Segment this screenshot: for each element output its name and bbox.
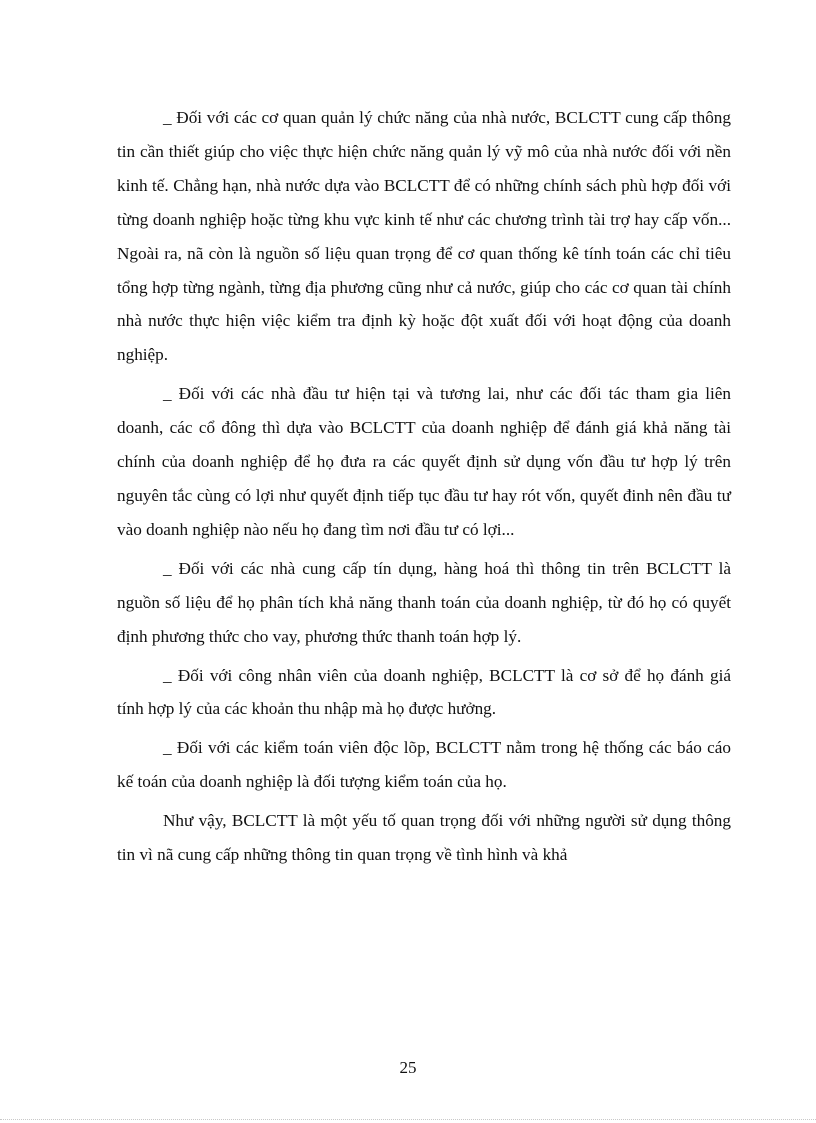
body-text [117, 101, 731, 872]
paragraph-investors: _ Đối với các nhà đầu tư hiện tại và tương lai, như các đối tác tham gia liên doanh, các cổ đông thì dựa vào BCLCTT của doanh nghiệp để đánh giá khả năng tài chính của doanh nghiệp để họ đưa ra các quyết định sử dụng vốn đầu tư hợp lý trên nguyên tắc cùng có lợi như quyết định tiếp tục đầu tư hay rót vốn, quyết đinh nên đầu tư vào doanh nghiệp nào nếu họ đang tìm nơi đầu tư có lợi... [117, 384, 731, 539]
paragraph-conclusion: Như vậy, BCLCTT là một yếu tố quan trọng đối với những người sử dụng thông tin vì nã cung cấp những thông tin quan trọng về tình hình và khả [117, 811, 731, 865]
paragraph-state-agencies: _ Đối với các cơ quan quản lý chức năng của nhà nước, BCLCTT cung cấp thông tin cần thiết giúp cho việc thực hiện chức năng quản lý vỹ mô của nhà nước đối với nền kinh tế. Chẳng hạn, nhà nước dựa vào BCLCTT để có những chính sách phù hợp đối với từng doanh nghiệp hoặc từng khu vực kinh tế như các chương trình tài trợ hay cấp vốn... Ngoài ra, nã còn là nguồn số liệu quan trọng để cơ quan thống kê tính toán các chỉ tiêu tổng hợp từng ngành, từng địa phương cũng như cả nước, giúp cho các cơ quan tài chính nhà nước thực hiện việc kiểm tra định kỳ hoặc đột xuất đối với hoạt động của doanh nghiệp. [117, 108, 731, 365]
paragraph-credit-suppliers: _ Đối với các nhà cung cấp tín dụng, hàng hoá thì thông tin trên BCLCTT là nguồn số liệu để họ phân tích khả năng thanh toán của doanh nghiệp, từ đó họ có quyết định phương thức cho vay, phương thức thanh toán hợp lý. [117, 558, 731, 646]
bottom-divider [0, 1119, 816, 1120]
paragraph-employees: _ Đối với công nhân viên của doanh nghiệp, BCLCTT là cơ sở để họ đánh giá tính hợp lý của các khoản thu nhập mà họ được hưởng. [117, 665, 731, 719]
page-number: 25 [399, 1058, 417, 1077]
paragraph-auditors: _ Đối với các kiểm toán viên độc lõp, BCLCTT nằm trong hệ thống các báo cáo kế toán của doanh nghiệp là đối tượng kiểm toán của họ. [117, 738, 731, 792]
